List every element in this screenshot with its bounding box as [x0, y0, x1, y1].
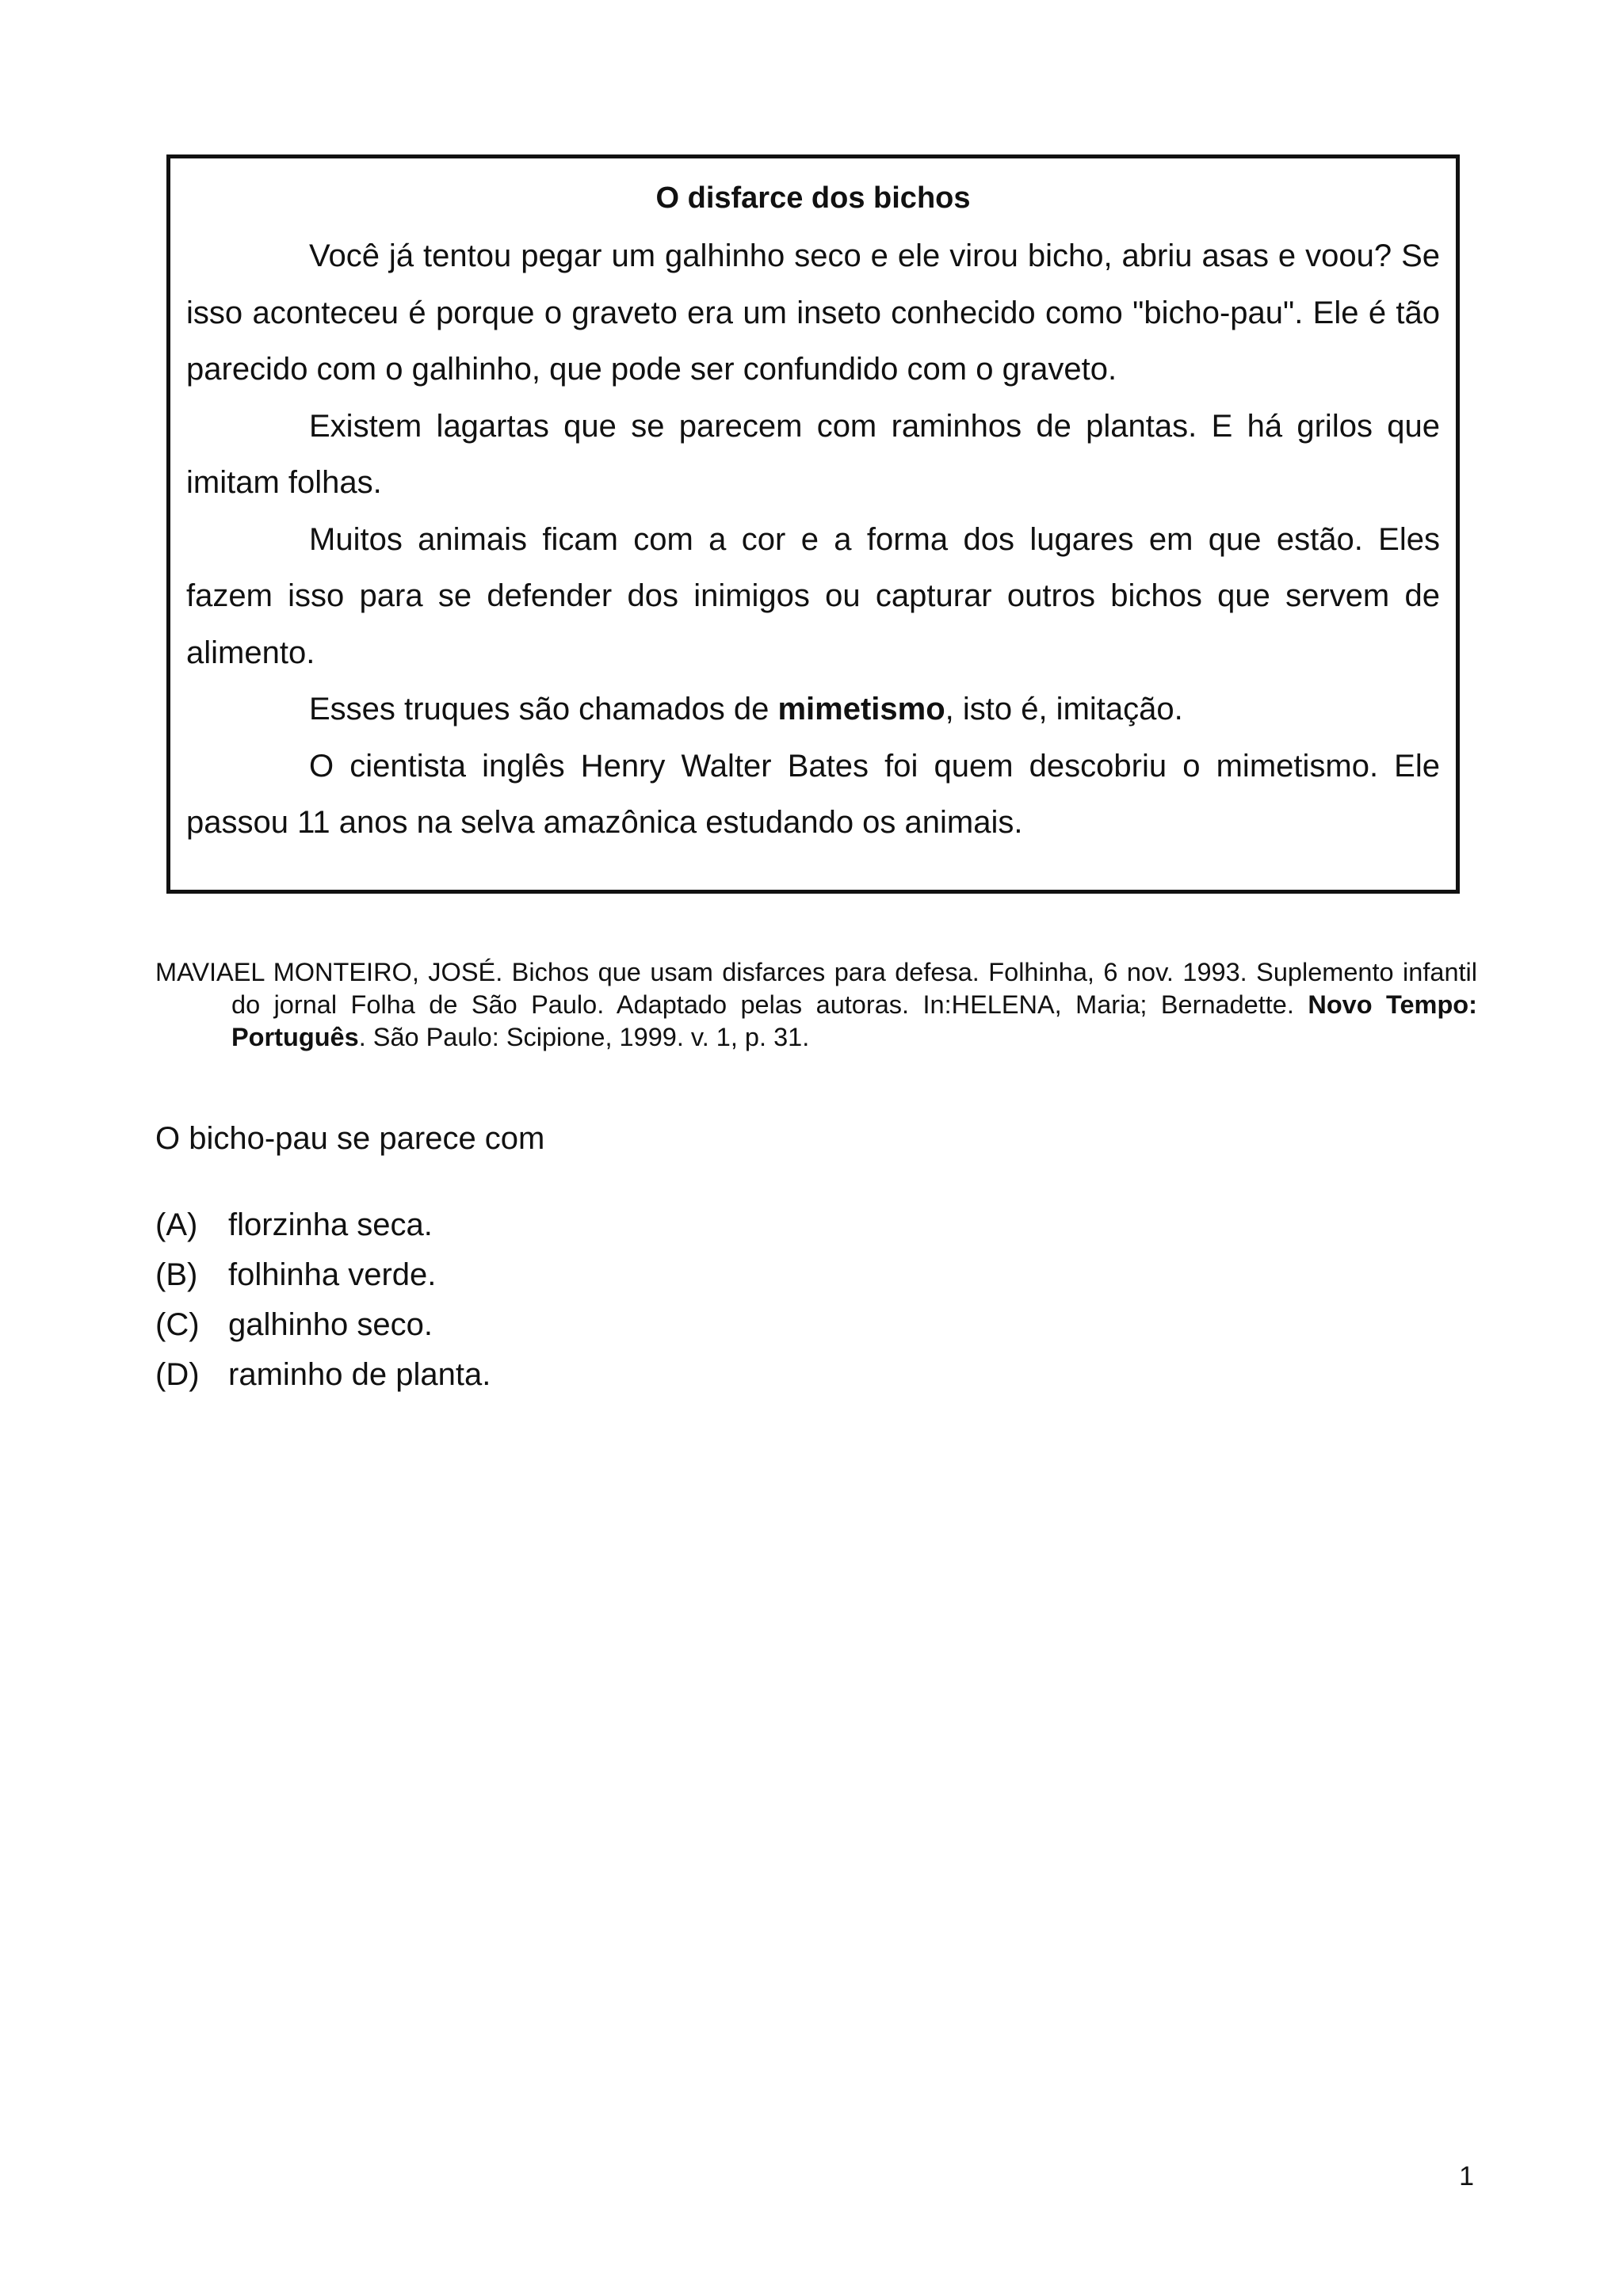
text-title: O disfarce dos bichos — [655, 181, 971, 215]
paragraph-1: Você já tentou pegar um galhinho seco e ele virou bicho, abriu asas e voou? Se isso aconteceu é porque o graveto era um inseto conhecido como "bicho-pau". Ele é tão parecido com o galhinho, que pode ser confundido com o graveto. — [186, 238, 1440, 387]
option-a-letter: (A) — [155, 1207, 198, 1242]
paragraph-4 — [186, 681, 1440, 738]
paragraph-4-after: , isto é, imitação. — [945, 692, 1183, 727]
option-a-text: florzinha seca. — [228, 1207, 433, 1242]
option-c-text: galhinho seco. — [228, 1307, 433, 1342]
option-c-letter: (C) — [155, 1307, 200, 1342]
option-b[interactable] — [155, 1250, 491, 1300]
answer-options — [155, 1200, 491, 1400]
option-d-text: raminho de planta. — [228, 1357, 491, 1392]
reference-part-1: MAVIAEL MONTEIRO, JOSÉ. Bichos que usam disfarces para defesa. Folhinha, 6 nov. 1993. Suplemento infantil do jornal Folha de São Paulo. Adaptado pelas autoras. In:HELENA, Maria; Bernadette. — [155, 958, 1477, 1019]
option-d[interactable] — [155, 1350, 491, 1400]
reading-text-box — [166, 154, 1460, 894]
option-c[interactable] — [155, 1300, 491, 1350]
page-number: 1 — [1459, 2161, 1474, 2191]
bibliographic-reference — [155, 956, 1477, 1054]
paragraph-4-bold-term: mimetismo — [777, 692, 945, 727]
paragraph-2: Existem lagartas que se parecem com raminhos de plantas. E há grilos que imitam folhas. — [186, 408, 1440, 500]
option-b-letter: (B) — [155, 1257, 198, 1292]
paragraph-5: O cientista inglês Henry Walter Bates foi quem descobriu o mimetismo. Ele passou 11 anos na selva amazônica estudando os animais. — [186, 748, 1440, 840]
paragraph-4-before: Esses truques são chamados de — [309, 692, 778, 727]
reference-part-2: . São Paulo: Scipione, 1999. v. 1, p. 31. — [358, 1023, 810, 1051]
reference-bold-title: Novo Tempo: Português — [231, 990, 1477, 1051]
option-a[interactable] — [155, 1200, 491, 1250]
question-stem: O bicho-pau se parece com — [155, 1121, 545, 1156]
paragraph-3: Muitos animais ficam com a cor e a forma dos lugares em que estão. Eles fazem isso para se defender dos inimigos ou capturar outros bichos que servem de alimento. — [186, 521, 1440, 670]
option-d-letter: (D) — [155, 1357, 200, 1392]
option-b-text: folhinha verde. — [228, 1257, 437, 1292]
